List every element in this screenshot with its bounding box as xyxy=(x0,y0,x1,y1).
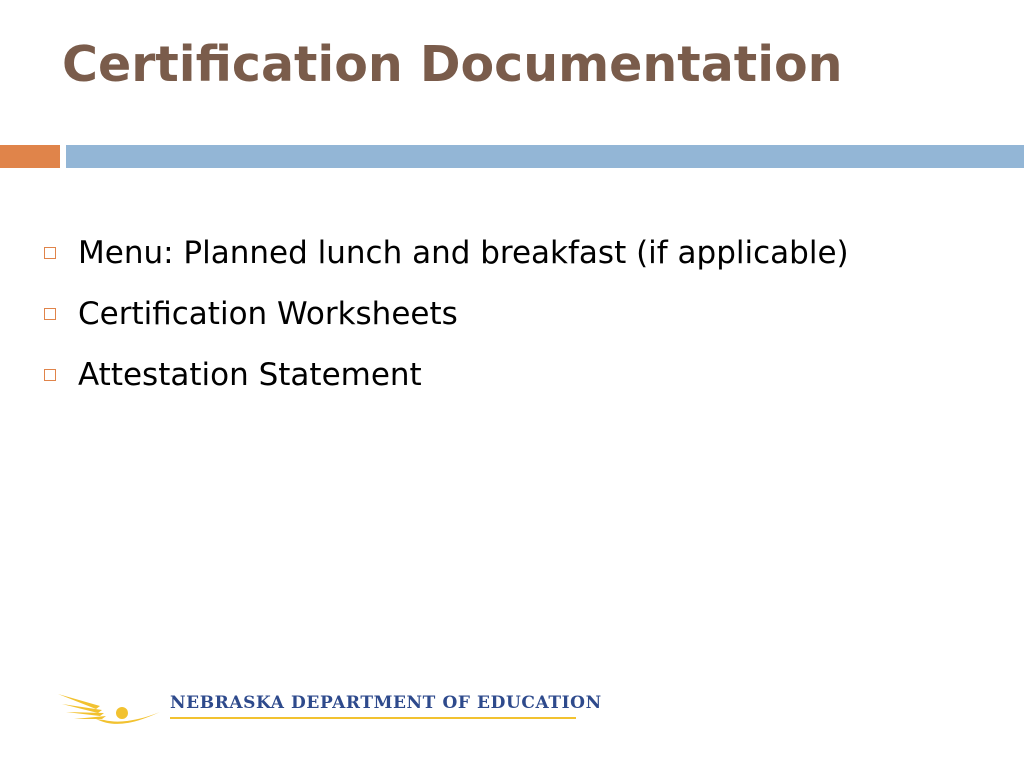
nebraska-sun-swoosh-icon xyxy=(56,686,162,730)
square-bullet-icon xyxy=(44,308,56,320)
accent-bar-orange xyxy=(0,145,60,168)
square-bullet-icon xyxy=(44,369,56,381)
bullet-item xyxy=(44,283,849,344)
slide-title: Certification Documentation xyxy=(62,36,843,93)
square-bullet-icon xyxy=(44,247,56,259)
bullet-list xyxy=(44,222,849,405)
bullet-item xyxy=(44,222,849,283)
bullet-text: Menu: Planned lunch and breakfast (if applicable) xyxy=(78,234,849,271)
footer-logo xyxy=(56,686,602,730)
logo-text: NEBRASKA DEPARTMENT OF EDUCATION xyxy=(170,693,602,713)
bullet-text: Certification Worksheets xyxy=(78,295,458,332)
logo-underline xyxy=(170,717,576,719)
bullet-text: Attestation Statement xyxy=(78,356,422,393)
accent-bar-blue xyxy=(66,145,1024,168)
bullet-item xyxy=(44,344,849,405)
